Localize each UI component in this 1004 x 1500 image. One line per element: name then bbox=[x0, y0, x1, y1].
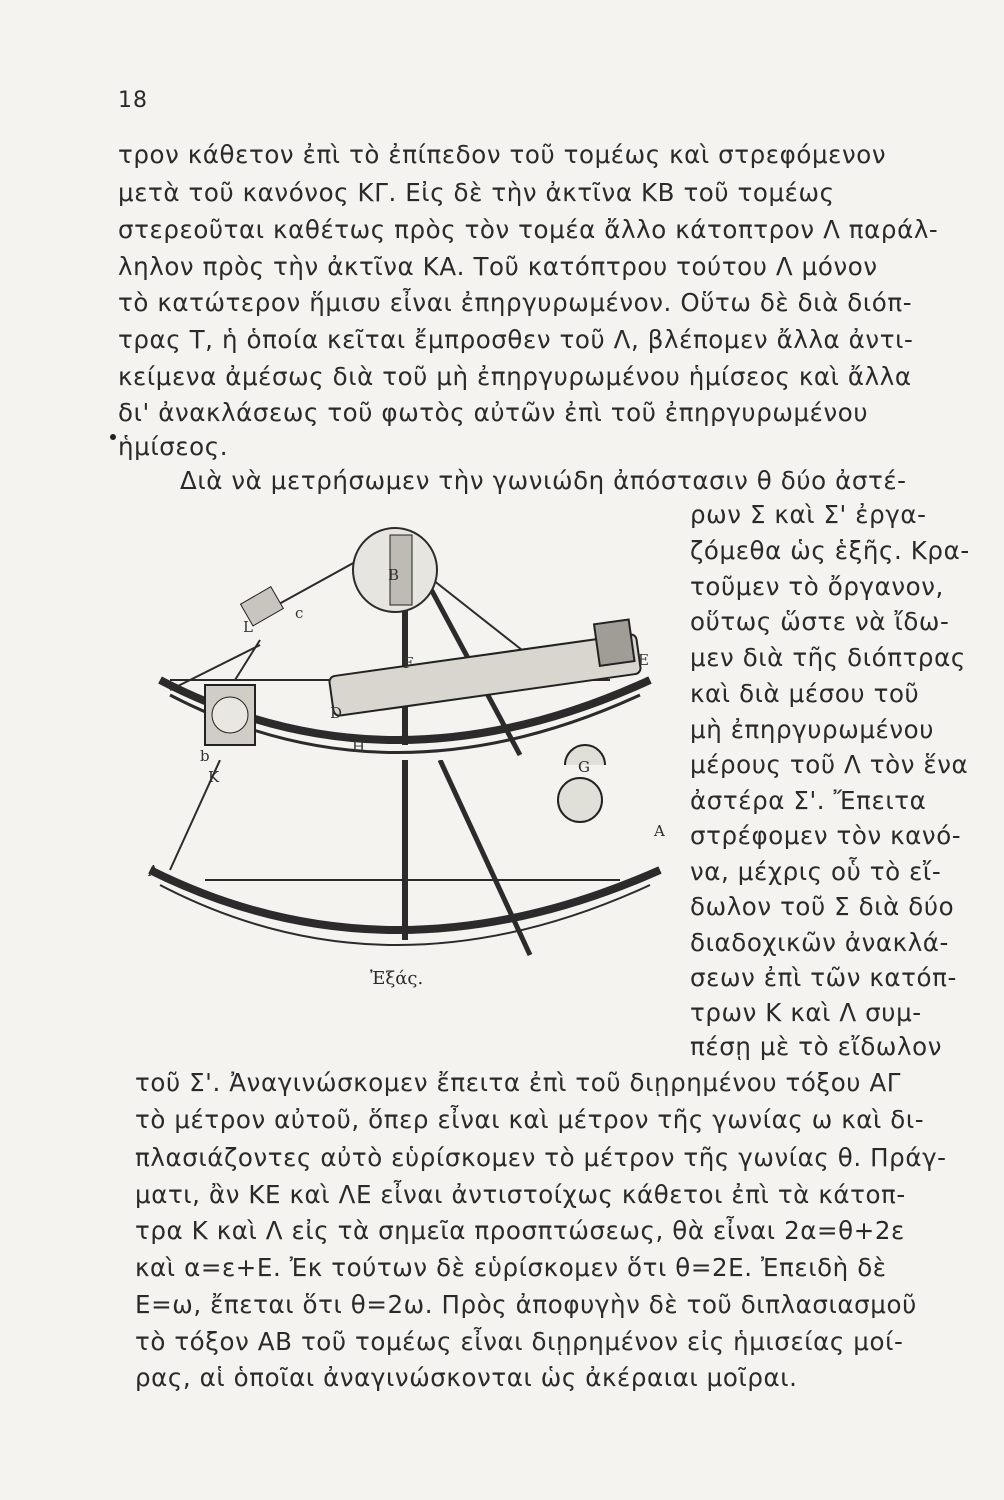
text-line: καὶ α=ε+Ε. Ἐκ τούτων δὲ εὑρίσκομεν ὅτι θ=2Ε. Ἐπειδὴ δὲ bbox=[135, 1253, 887, 1282]
magnifier-G bbox=[558, 778, 602, 822]
side-text-line: τοῦμεν τὸ ὄργανον, bbox=[690, 572, 944, 601]
text-line: ληλον πρὸς τὴν ἀκτῖνα ΚΑ. Τοῦ κατόπτρου τούτου Λ μόνον bbox=[118, 252, 878, 281]
label-A-right: A bbox=[654, 822, 666, 840]
sextant-illustration bbox=[140, 520, 670, 765]
label-H: H bbox=[352, 738, 366, 756]
sextant-arc bbox=[140, 760, 680, 960]
text-line: τρα Κ καὶ Λ εἰς τὰ σημεῖα προσπτώσεως, θὰ εἶναι 2α=θ+2ε bbox=[135, 1216, 905, 1245]
side-text-line: δωλον τοῦ Σ διὰ δύο bbox=[690, 892, 955, 921]
label-B: B bbox=[388, 566, 400, 584]
label-D: D bbox=[330, 704, 343, 722]
text-line: τρον κάθετον ἐπὶ τὸ ἐπίπεδον τοῦ τομέως καὶ στρεφόμενον bbox=[118, 140, 887, 169]
side-text-line: ρων Σ καὶ Σ' ἐργα- bbox=[690, 500, 927, 529]
side-text-line: καὶ διὰ μέσου τοῦ bbox=[690, 679, 920, 708]
side-text-line: μὴ ἐπηργυρωμένου bbox=[690, 715, 935, 744]
label-K: K bbox=[208, 768, 220, 786]
side-text-line: ζόμεθα ὡς ἑξῆς. Κρα- bbox=[690, 536, 970, 565]
text-line: πλασιάζοντες αὐτὸ εὑρίσκομεν τὸ μέτρον τῆς γωνίας θ. Πράγ- bbox=[135, 1143, 947, 1172]
figure-caption: Ἐξάς. bbox=[370, 968, 424, 989]
text-line: τὸ κατώτερον ἥμισυ εἶναι ἐπηργυρωμένον. Οὕτω δὲ διὰ διόπ- bbox=[118, 288, 913, 317]
text-line: Διὰ νὰ μετρήσωμεν τὴν γωνιώδη ἀπόστασιν θ δύο ἀστέ- bbox=[180, 466, 907, 495]
text-line: στερεοῦται καθέτως πρὸς τὸν τομέα ἄλλο κάτοπτρον Λ παράλ- bbox=[118, 215, 939, 244]
text-line: τρας Τ, ἡ ὁποία κεῖται ἔμπροσθεν τοῦ Λ, βλέπομεν ἄλλα ἀντι- bbox=[118, 325, 914, 354]
side-text-line: μεν διὰ τῆς διόπτρας bbox=[690, 643, 966, 672]
label-A-left: A bbox=[148, 862, 160, 880]
text-line: ρας, αἱ ὁποῖαι ἀναγινώσκονται ὡς ἀκέραιαι μοῖραι. bbox=[135, 1363, 798, 1392]
text-line: δι' ἀνακλάσεως τοῦ φωτὸς αὐτῶν ἐπὶ τοῦ ἐπηργυρωμένου bbox=[118, 398, 869, 427]
label-b: b bbox=[200, 747, 210, 765]
label-E: E bbox=[638, 651, 649, 669]
side-text-line: διαδοχικῶν ἀνακλά- bbox=[690, 928, 949, 957]
page-number: 18 bbox=[118, 88, 148, 113]
text-line: τοῦ Σ'. Ἀναγινώσκομεν ἔπειτα ἐπὶ τοῦ διῃρημένου τόξου ΑΓ bbox=[135, 1068, 902, 1097]
side-text-line: ἀστέρα Σ'. Ἔπειτα bbox=[690, 786, 927, 815]
side-text-line: μέρους τοῦ Λ τὸν ἕνα bbox=[690, 750, 969, 779]
label-c: c bbox=[295, 604, 304, 622]
side-text-line: να, μέχρις οὗ τὸ εἴ- bbox=[690, 857, 942, 886]
text-line: ματι, ἂν ΚΕ καὶ ΛΕ εἶναι ἀντιστοίχως κάθετοι ἐπὶ τὰ κάτοπ- bbox=[135, 1180, 906, 1209]
side-text-line: πέσῃ μὲ τὸ εἴδωλον bbox=[690, 1032, 942, 1061]
text-line: μετὰ τοῦ κανόνος ΚΓ. Εἰς δὲ τὴν ἀκτῖνα ΚΒ τοῦ τομέως bbox=[118, 178, 835, 207]
side-text-line: τρων Κ καὶ Λ συμ- bbox=[690, 998, 922, 1027]
label-G: G bbox=[578, 758, 591, 776]
side-text-line: οὕτως ὥστε νὰ ἴδω- bbox=[690, 607, 950, 636]
label-L: L bbox=[243, 618, 253, 636]
side-text-line: σεων ἐπὶ τῶν κατόπ- bbox=[690, 963, 957, 992]
bullet-mark bbox=[110, 434, 116, 440]
text-line: κείμενα ἀμέσως διὰ τοῦ μὴ ἐπηργυρωμένου ἡμίσεος καὶ ἄλλα bbox=[118, 362, 912, 391]
text-line: τὸ μέτρον αὐτοῦ, ὅπερ εἶναι καὶ μέτρον τῆς γωνίας ω καὶ δι- bbox=[135, 1105, 925, 1134]
text-line: τὸ τόξον ΑΒ τοῦ τομέως εἶναι διῃρημένον εἰς ἡμισείας μοί- bbox=[135, 1327, 904, 1356]
label-F: F bbox=[403, 654, 414, 672]
side-text-line: στρέφομεν τὸν κανό- bbox=[690, 821, 962, 850]
text-line: Ε=ω, ἔπεται ὅτι θ=2ω. Πρὸς ἀποφυγὴν δὲ τοῦ διπλασιασμοῦ bbox=[135, 1290, 917, 1319]
text-line: ἡμίσεος. bbox=[118, 432, 229, 461]
